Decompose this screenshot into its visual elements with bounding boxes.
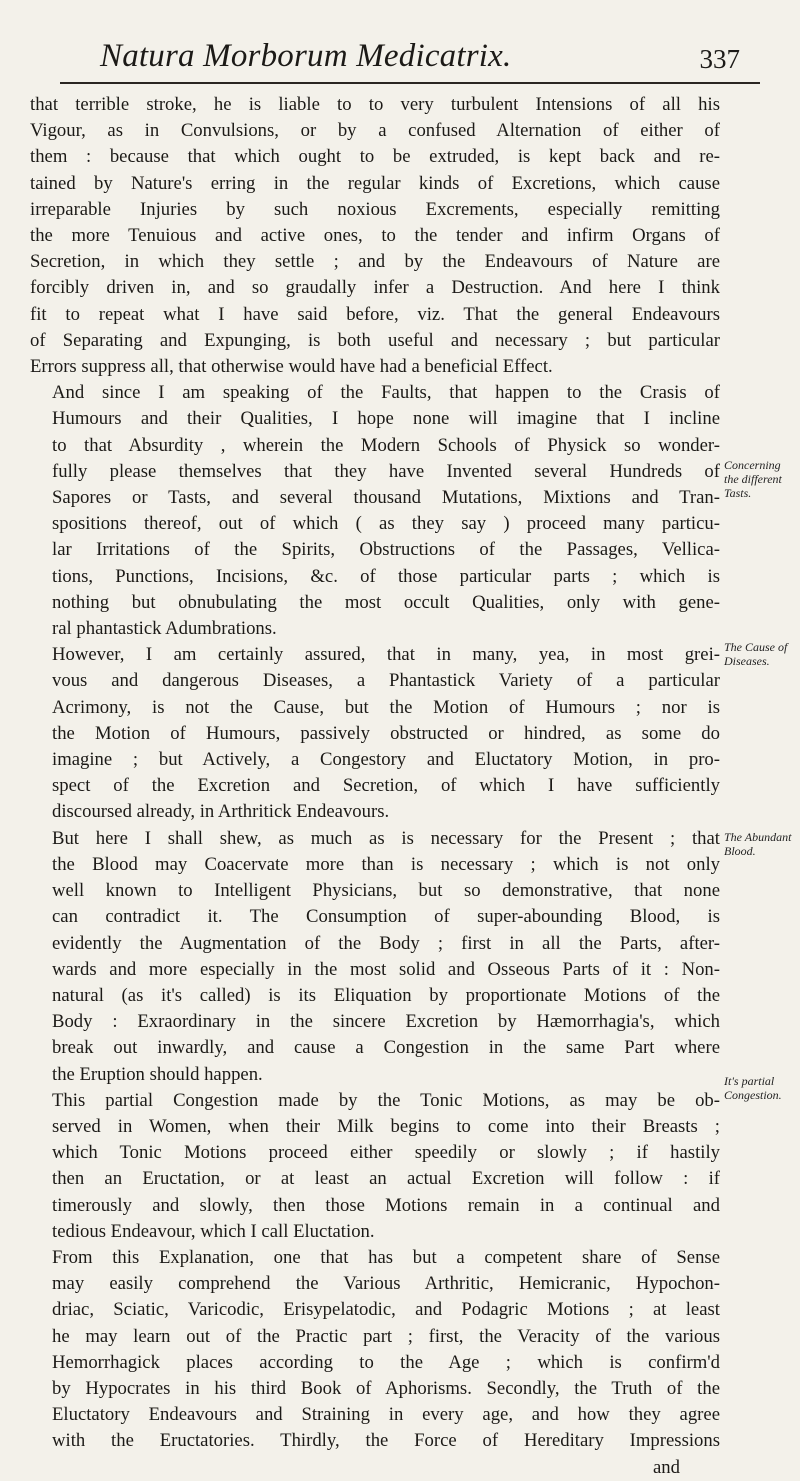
text-line: which Tonic Motions proceed either speedily or slowly ; if hastily: [52, 1142, 720, 1164]
text-line: of Separating and Expunging, is both useful and necessary ; but particular: [30, 329, 720, 351]
text-line: And since I am speaking of the Faults, that happen to the Crasis of: [52, 382, 720, 404]
text-line: discoursed already, in Arthritick Endeavours.: [52, 801, 390, 823]
text-line: Hemorrhagick places according to the Age ; which is confirm'd: [52, 1351, 720, 1373]
catchword: and: [653, 1456, 680, 1478]
text-line: natural (as it's called) is its Eliquation by proportionate Motions of the: [52, 984, 720, 1006]
page-header: [100, 38, 740, 82]
text-line: Vigour, as in Convulsions, or by a confused Alternation of either of: [30, 120, 720, 142]
text-line: irreparable Injuries by such noxious Excrements, especially remitting: [30, 198, 720, 220]
text-line: driac, Sciatic, Varicodic, Erisypelatodic, and Podagric Motions ; at least: [52, 1299, 720, 1321]
text-line: may easily comprehend the Various Arthritic, Hemicranic, Hypochon-: [52, 1273, 720, 1295]
running-title: Natura Morborum Medicatrix.: [100, 38, 512, 74]
text-line: nothing but obnubulating the most occult Qualities, only with gene-: [52, 591, 720, 613]
text-line: can contradict it. The Consumption of super-abounding Blood, is: [52, 906, 720, 928]
text-line: Body : Exraordinary in the sincere Excretion by Hæmorrhagia's, which: [52, 1011, 720, 1033]
text-line: by Hypocrates in his third Book of Aphorisms. Secondly, the Truth of the: [52, 1377, 720, 1399]
text-line: imagine ; but Actively, a Congestory and Eluctatory Motion, in pro-: [52, 749, 720, 771]
text-line: the Motion of Humours, passively obstructed or hindred, as some do: [52, 722, 720, 744]
margin-note: Concerning the different Tasts.: [724, 458, 782, 500]
text-line: Acrimony, is not the Cause, but the Motion of Humours ; nor is: [52, 696, 720, 718]
text-line: fully please themselves that they have Invented several Hundreds of: [52, 460, 720, 482]
text-line: wards and more especially in the most solid and Osseous Parts of it : Non-: [52, 958, 720, 980]
paragraph: [30, 1245, 720, 1481]
text-line: Humours and their Qualities, I hope none will imagine that I incline: [52, 408, 720, 430]
text-line: lar Irritations of the Spirits, Obstructions of the Passages, Vellica-: [52, 539, 720, 561]
text-line: timerously and slowly, then those Motions remain in a continual and: [52, 1194, 720, 1216]
text-line: tions, Punctions, Incisions, &c. of those particular parts ; which is: [52, 565, 720, 587]
text-line: the Eruption should happen.: [52, 1063, 263, 1085]
text-line: vous and dangerous Diseases, a Phantastick Variety of a particular: [52, 670, 720, 692]
paragraph: [30, 1088, 720, 1245]
margin-note: The Abundant Blood.: [724, 830, 792, 858]
text-line: to that Absurdity , wherein the Modern Schools of Physick so wonder-: [52, 434, 720, 456]
text-line: tained by Nature's erring in the regular kinds of Excretions, which cause: [30, 172, 720, 194]
text-line: Secretion, in which they settle ; and by the Endeavours of Nature are: [30, 251, 720, 273]
paragraph: [30, 826, 720, 1088]
paragraph: [30, 642, 720, 825]
margin-note: It's partial Congestion.: [724, 1074, 782, 1102]
text-line: well known to Intelligent Physicians, but so demonstrative, that none: [52, 880, 720, 902]
text-line: ral phantastick Adumbrations.: [52, 618, 277, 640]
text-line: them : because that which ought to be extruded, is kept back and re-: [30, 146, 720, 168]
text-line: that terrible stroke, he is liable to to very turbulent Intensions of all his: [30, 94, 720, 115]
text-line: he may learn out of the Practic part ; first, the Veracity of the various: [52, 1325, 720, 1347]
text-line: Eluctatory Endeavours and Straining in every age, and how they agree: [52, 1404, 720, 1426]
text-line: with the Eructatories. Thirdly, the Force of Hereditary Impressions: [52, 1430, 720, 1452]
text-line: served in Women, when their Milk begins to come into their Breasts ;: [52, 1115, 720, 1137]
text-line: spect of the Excretion and Secretion, of which I have sufficiently: [52, 775, 720, 797]
header-rule: [60, 82, 760, 84]
text-line: fit to repeat what I have said before, viz. That the general Endeavours: [30, 303, 720, 325]
body-text: [30, 92, 720, 1481]
text-line: spositions thereof, out of which ( as they say ) proceed many particu-: [52, 513, 720, 535]
text-line: tedious Endeavour, which I call Eluctation.: [52, 1220, 375, 1242]
text-line: the Blood may Coacervate more than is necessary ; which is not only: [52, 853, 720, 875]
text-line: This partial Congestion made by the Tonic Motions, as may be ob-: [52, 1089, 720, 1111]
text-line: However, I am certainly assured, that in many, yea, in most grei-: [52, 644, 720, 666]
text-line: the more Tenuious and active ones, to the tender and infirm Organs of: [30, 225, 720, 247]
page-number: 337: [699, 44, 740, 74]
margin-note: The Cause of Diseases.: [724, 640, 788, 668]
text-line: From this Explanation, one that has but a competent share of Sense: [52, 1246, 720, 1268]
text-line: forcibly driven in, and so graudally infer a Destruction. And here I think: [30, 277, 720, 299]
text-line: evidently the Augmentation of the Body ; first in all the Parts, after-: [52, 932, 720, 954]
text-line: then an Eructation, or at least an actual Excretion will follow : if: [52, 1168, 720, 1190]
text-line: Sapores or Tasts, and several thousand Mutations, Mixtions and Tran-: [52, 487, 720, 509]
text-line: Errors suppress all, that otherwise would have had a beneficial Effect.: [30, 356, 553, 378]
paragraph: [30, 380, 720, 642]
text-line: break out inwardly, and cause a Congestion in the same Part where: [52, 1037, 720, 1059]
paragraph: [30, 92, 720, 380]
text-line: But here I shall shew, as much as is necessary for the Present ; that: [52, 827, 720, 849]
